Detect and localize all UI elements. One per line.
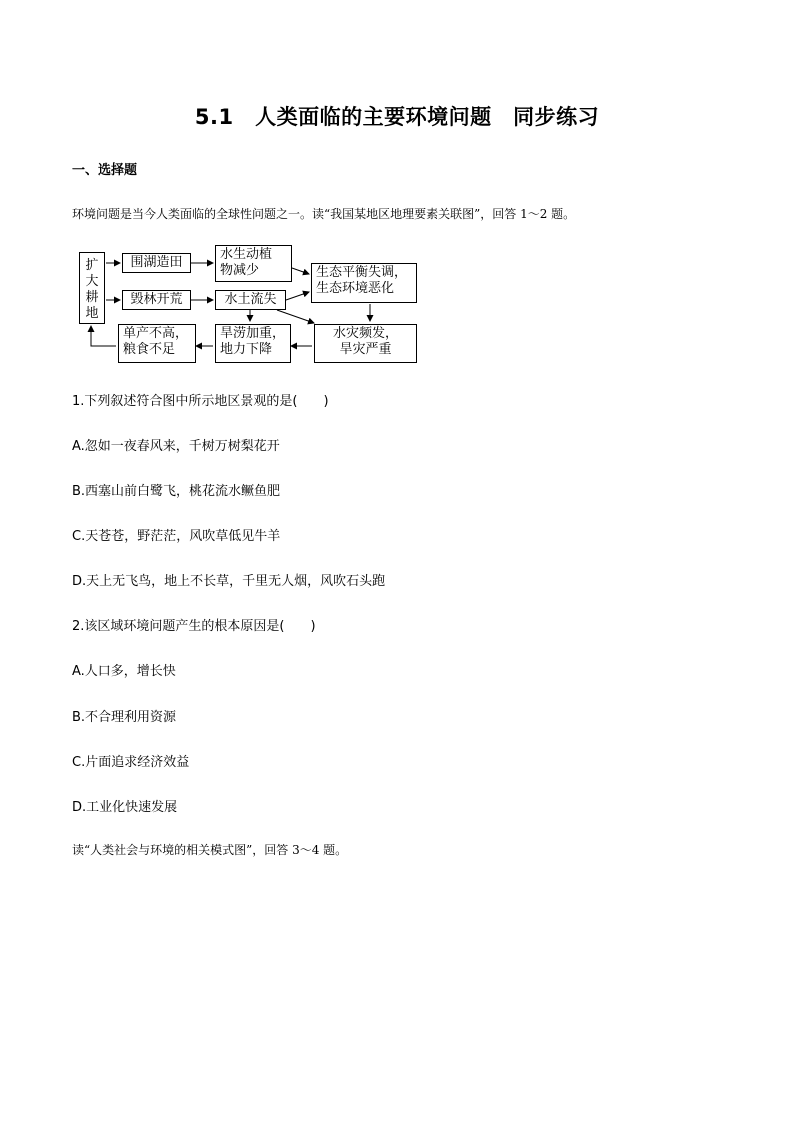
q1-stem: 1.下列叙述符合图中所示地区景观的是( ) xyxy=(72,394,329,409)
box-deforest-text: 毁林开荒 xyxy=(130,292,183,307)
box-reclaim-lake xyxy=(122,253,191,273)
q1-option-b: B.西塞山前白鹭飞，桃花流水鳜鱼肥 xyxy=(72,484,281,499)
q2-stem: 2.该区域环境问题产生的根本原因是( ) xyxy=(72,619,316,634)
box-eco-line2: 生态环境恶化 xyxy=(316,281,395,296)
box-waterlog xyxy=(215,324,291,363)
box-deforest xyxy=(122,290,191,310)
box-expand-text: 扩大耕地 xyxy=(85,258,99,321)
box-soil-loss xyxy=(215,290,286,310)
box-flood-drought xyxy=(314,324,417,363)
box-aquatic-decrease xyxy=(215,245,292,282)
q2-option-d: D.工业化快速发展 xyxy=(72,800,178,815)
q1-option-a: A.忽如一夜春风来，千树万树梨花开 xyxy=(72,439,280,454)
box-aquatic-line1: 水生动植 xyxy=(220,247,273,262)
box-expand-farmland xyxy=(79,252,105,324)
page-title: 5.1 人类面临的主要环境问题 同步练习 xyxy=(194,105,600,129)
relation-diagram xyxy=(72,238,432,368)
box-flood-line2: 旱灾严重 xyxy=(339,342,392,357)
box-soil-loss-text: 水土流失 xyxy=(224,292,277,307)
q2-option-c: C.片面追求经济效益 xyxy=(72,755,190,770)
box-eco-imbalance xyxy=(311,263,417,303)
box-eco-line1: 生态平衡失调， xyxy=(316,265,408,280)
section-heading: 一、选择题 xyxy=(72,163,138,178)
intro-text-1: 环境问题是当今人类面临的全球性问题之一。读“我国某地区地理要素关联图”，回答 1～2 题。 xyxy=(72,207,576,221)
box-low-yield-line1: 单产不高， xyxy=(123,326,189,341)
box-low-yield-line2: 粮食不足 xyxy=(123,342,176,357)
box-waterlog-line1: 旱涝加重， xyxy=(220,326,286,341)
q2-option-a: A.人口多，增长快 xyxy=(72,664,176,679)
box-reclaim-lake-text: 围湖造田 xyxy=(130,255,183,270)
box-aquatic-line2: 物减少 xyxy=(220,263,260,278)
intro-text-2: 读“人类社会与环境的相关模式图”，回答 3～4 题。 xyxy=(72,843,348,857)
box-waterlog-line2: 地力下降 xyxy=(220,342,273,357)
q2-option-b: B.不合理利用资源 xyxy=(72,710,177,725)
q1-option-d: D.天上无飞鸟，地上不长草，千里无人烟，风吹石头跑 xyxy=(72,574,386,589)
q1-option-c: C.天苍苍，野茫茫，风吹草低见牛羊 xyxy=(72,529,281,544)
box-flood-line1: 水灾频发， xyxy=(332,326,398,341)
box-low-yield xyxy=(118,324,196,363)
